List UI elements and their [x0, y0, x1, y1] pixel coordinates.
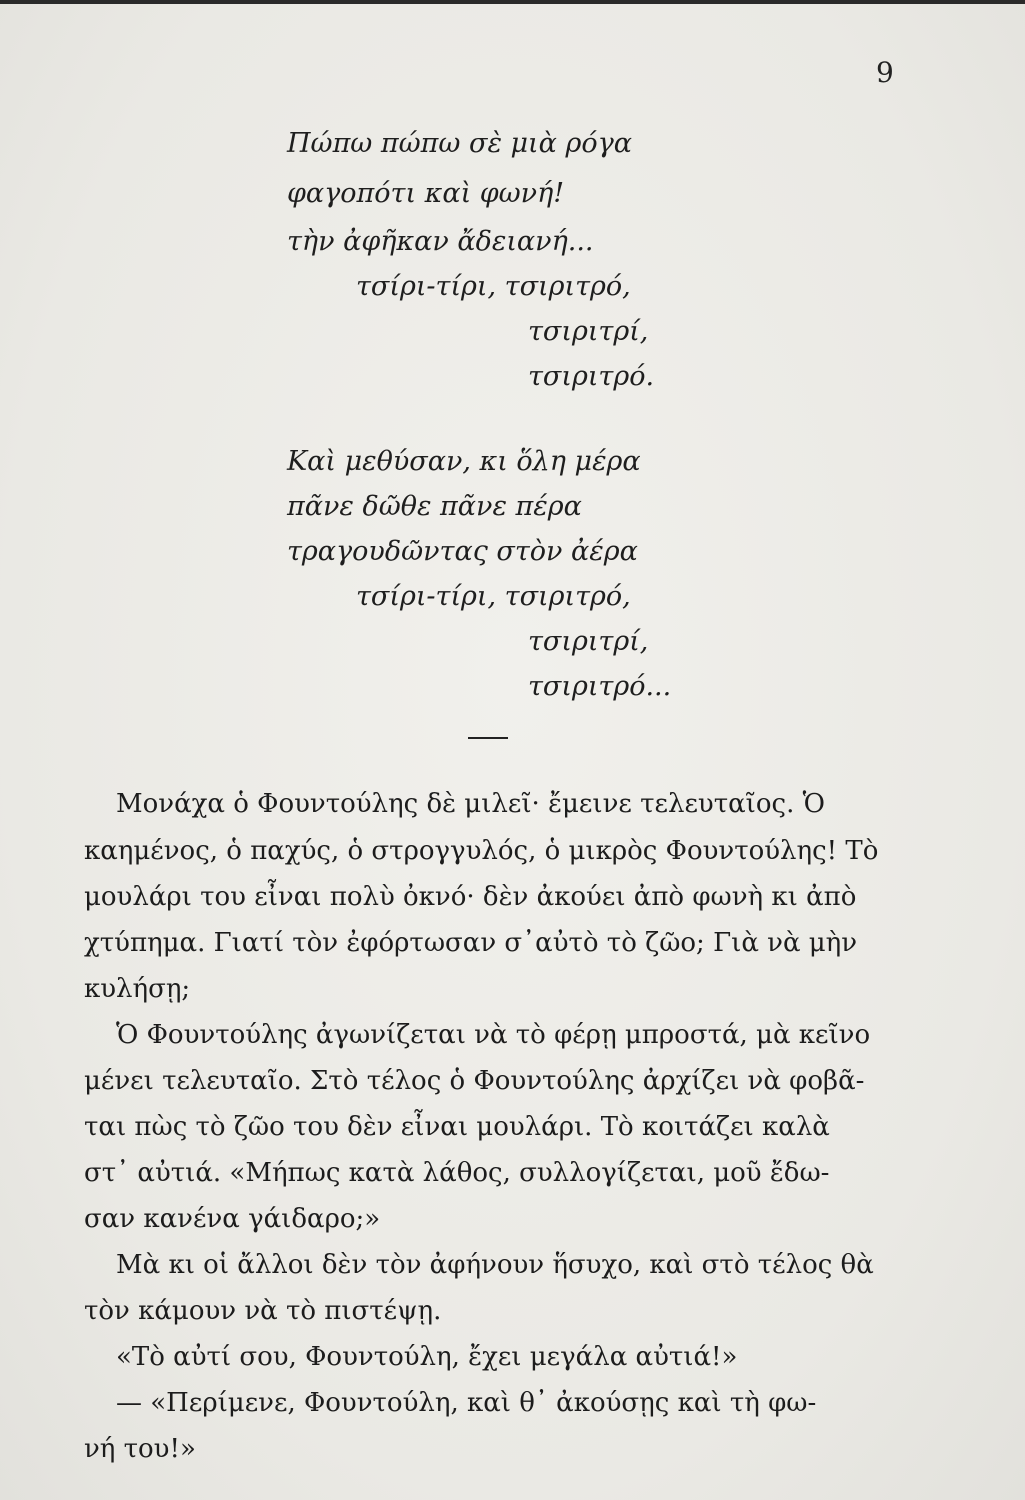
prose-line: στ᾽ αὐτιά. «Μήπως κατὰ λάθος, συλλογίζεται, μοῦ ἔδω- [84, 1158, 830, 1188]
top-edge-rule [0, 0, 1025, 4]
poem-line: πᾶνε δῶθε πᾶνε πέρα [287, 491, 582, 522]
prose-line: «Τὸ αὐτί σου, Φουντούλη, ἔχει μεγάλα αὐτιά!» [116, 1342, 738, 1372]
poem-line: τσιριτρί, [528, 626, 649, 657]
poem-line: τσίρι-τίρι, τσιριτρό, [356, 271, 631, 302]
prose-line: Μονάχα ὁ Φουντούλης δὲ μιλεῖ· ἔμεινε τελευταῖος. Ὁ [116, 789, 825, 819]
prose-line: Ὁ Φουντούλης ἀγωνίζεται νὰ τὸ φέρῃ μπροστά, μὰ κεῖνο [116, 1020, 871, 1050]
prose-line: σαν κανένα γάιδαρο;» [84, 1204, 381, 1234]
poem-line: Πώπω πώπω σὲ μιὰ ρόγα [287, 128, 632, 159]
prose-line: νή του!» [84, 1434, 196, 1464]
poem-line: Καὶ μεθύσαν, κι ὅλη μέρα [287, 446, 641, 477]
prose-line: κυλήσῃ; [84, 974, 191, 1004]
poem-line: φαγοπότι καὶ φωνή! [287, 178, 565, 209]
prose-line: μένει τελευταῖο. Στὸ τέλος ὁ Φουντούλης ἀρχίζει νὰ φοβᾶ- [84, 1066, 865, 1096]
prose-line: μουλάρι του εἶναι πολὺ ὀκνό· δὲν ἀκούει ἀπὸ φωνὴ κι ἀπὸ [84, 882, 857, 912]
prose-line: καημένος, ὁ παχύς, ὁ στρογγυλός, ὁ μικρὸς Φουντούλης! Τὸ [84, 836, 879, 866]
prose-line: — «Περίμενε, Φουντούλη, καὶ θ᾽ ἀκούσῃς καὶ τὴ φω- [116, 1388, 817, 1418]
section-separator [468, 737, 508, 739]
prose-line: τὸν κάμουν νὰ τὸ πιστέψῃ. [84, 1296, 442, 1326]
poem-line: τσιριτρό... [528, 671, 672, 702]
poem-line: τσιριτρί, [528, 316, 649, 347]
poem-line: τὴν ἀφῆκαν ἄδειανή... [287, 226, 594, 257]
poem-line: τσιριτρό. [528, 361, 655, 392]
prose-line: ται πὼς τὸ ζῶο του δὲν εἶναι μουλάρι. Τὸ κοιτάζει καλὰ [84, 1112, 830, 1142]
prose-line: χτύπημα. Γιατί τὸν ἐφόρτωσαν σ᾽αὐτὸ τὸ ζῶο; Γιὰ νὰ μὴν [84, 928, 858, 958]
poem-line: τραγουδῶντας στὸν ἀέρα [287, 536, 638, 567]
poem-line: τσίρι-τίρι, τσιριτρό, [356, 581, 631, 612]
prose-line: Μὰ κι οἱ ἄλλοι δὲν τὸν ἀφήνουν ἥσυχο, καὶ στὸ τέλος θὰ [116, 1250, 874, 1280]
page-number: 9 [876, 56, 894, 89]
